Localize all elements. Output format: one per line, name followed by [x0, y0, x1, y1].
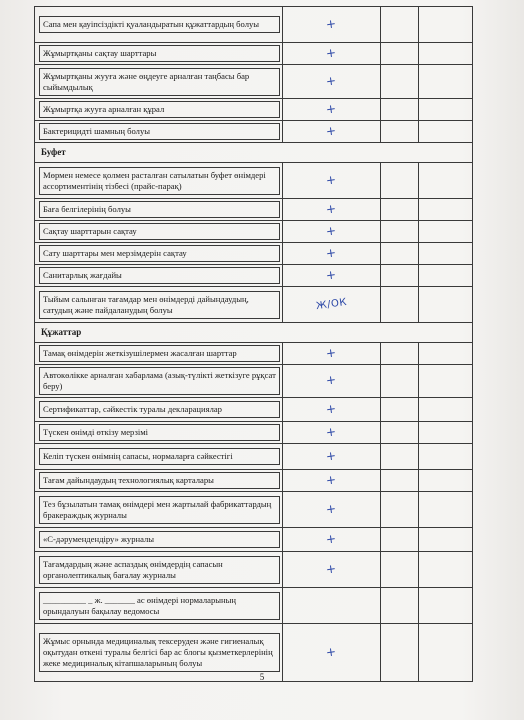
empty-cell — [419, 163, 473, 199]
item-label-cell — [35, 287, 283, 323]
mark-cell — [283, 588, 381, 624]
empty-cell — [419, 43, 473, 65]
empty-cell — [381, 265, 419, 287]
item-label-cell — [35, 265, 283, 287]
section-title: Құжаттар — [35, 323, 473, 343]
empty-cell — [419, 287, 473, 323]
mark-cell — [283, 343, 381, 365]
empty-cell — [381, 552, 419, 588]
empty-cell — [381, 243, 419, 265]
item-label-cell — [35, 552, 283, 588]
empty-cell — [381, 199, 419, 221]
handwritten-mark: + — [325, 266, 338, 283]
item-label-cell — [35, 65, 283, 99]
item-label: Бактерицидті шамның болуы — [39, 123, 280, 140]
item-label: Автокөлікке арналған хабарлама (азық-түлікті жеткізуге рұқсат беру) — [39, 367, 280, 395]
empty-cell — [381, 65, 419, 99]
mark-cell — [283, 7, 381, 43]
item-label: Тағамдардың және аспаздық өнімдердің сапасын органолептикалық бағалау журналы — [39, 556, 280, 584]
handwritten-mark: + — [325, 447, 338, 464]
empty-cell — [419, 552, 473, 588]
checklist-row — [35, 398, 473, 422]
empty-cell — [419, 221, 473, 243]
mark-cell — [283, 43, 381, 65]
empty-cell — [381, 398, 419, 422]
checklist-row — [35, 287, 473, 323]
item-label-cell — [35, 199, 283, 221]
item-label-cell — [35, 470, 283, 492]
checklist-row — [35, 470, 473, 492]
item-label-cell — [35, 163, 283, 199]
handwritten-mark: + — [325, 471, 338, 488]
checklist-row — [35, 243, 473, 265]
handwritten-mark: + — [325, 500, 338, 517]
handwritten-mark: + — [325, 222, 338, 239]
handwritten-mark: + — [325, 44, 338, 61]
item-label: Баға белгілерінің болуы — [39, 201, 280, 218]
empty-cell — [419, 65, 473, 99]
handwritten-mark: + — [325, 171, 338, 188]
item-label-cell — [35, 365, 283, 398]
checklist-row — [35, 99, 473, 121]
item-label-cell — [35, 398, 283, 422]
item-label: Тамақ өнімдерін жеткізушілермен жасалған шарттар — [39, 345, 280, 362]
empty-cell — [381, 343, 419, 365]
empty-cell — [381, 422, 419, 444]
item-label: Сапа мен қауіпсіздікті қуаландыратын құжаттардың болуы — [39, 16, 280, 33]
item-label-cell — [35, 492, 283, 528]
mark-cell — [283, 398, 381, 422]
handwritten-mark: + — [325, 100, 338, 117]
mark-cell — [283, 528, 381, 552]
checklist-row — [35, 492, 473, 528]
handwritten-mark: + — [325, 372, 338, 388]
mark-cell — [283, 444, 381, 470]
mark-cell — [283, 287, 381, 323]
empty-cell — [419, 7, 473, 43]
checklist-row — [35, 528, 473, 552]
item-label-cell — [35, 444, 283, 470]
item-label-cell — [35, 422, 283, 444]
checklist-row — [35, 7, 473, 43]
empty-cell — [381, 221, 419, 243]
item-label-cell — [35, 243, 283, 265]
item-label: Мөрмен немесе қолмен расталған сатылатын буфет өнімдері ассортиментінің тізбесі (прайс-парақ) — [39, 167, 280, 195]
item-label: Сертификаттар, сәйкестік туралы декларациялар — [39, 401, 280, 418]
section-header-row — [35, 323, 473, 343]
item-label: Жұмыртқаны жууға және өңдеуге арналған таңбасы бар сыйымдылық — [39, 68, 280, 96]
empty-cell — [381, 470, 419, 492]
item-label-cell — [35, 528, 283, 552]
mark-cell — [283, 121, 381, 143]
handwritten-mark: + — [325, 15, 338, 32]
item-label-cell — [35, 99, 283, 121]
checklist-row — [35, 121, 473, 143]
item-label: Жұмыс орнында медициналық тексеруден және гигиеналық оқытудан өткені туралы белгісі бар ас блогы қызметкерлерінің жеке медициналық кітапшаларының болуы — [39, 633, 280, 672]
empty-cell — [419, 265, 473, 287]
empty-cell — [381, 365, 419, 398]
checklist-row — [35, 265, 473, 287]
item-label: Жұмыртқаны сақтау шарттары — [39, 45, 280, 62]
checklist-row — [35, 65, 473, 99]
empty-cell — [419, 243, 473, 265]
item-label: __________ _ ж. _______ ас өнімдері нормаларының орындалуын бақылау ведомосы — [39, 592, 280, 620]
checklist-row — [35, 221, 473, 243]
item-label: Тағам дайындаудың технологиялық карталары — [39, 472, 280, 489]
empty-cell — [419, 99, 473, 121]
handwritten-mark: + — [325, 244, 338, 261]
empty-cell — [381, 7, 419, 43]
item-label: Тез бұзылатын тамақ өнімдері мен жартылай фабрикаттардың бракераждық журналы — [39, 496, 280, 524]
empty-cell — [419, 528, 473, 552]
handwritten-mark: + — [325, 643, 338, 660]
empty-cell — [419, 492, 473, 528]
handwritten-mark: + — [325, 423, 338, 440]
checklist-table — [34, 6, 473, 682]
handwritten-mark: + — [325, 344, 338, 361]
item-label: Санитарлық жағдайы — [39, 267, 280, 284]
empty-cell — [381, 99, 419, 121]
mark-cell — [283, 470, 381, 492]
handwritten-mark: Ж/ОК — [315, 296, 348, 313]
mark-cell — [283, 221, 381, 243]
checklist-row — [35, 588, 473, 624]
item-label-cell — [35, 7, 283, 43]
checklist-row — [35, 163, 473, 199]
handwritten-mark: + — [325, 560, 338, 577]
empty-cell — [381, 492, 419, 528]
checklist-row — [35, 43, 473, 65]
item-label: Түскен өнімді өткізу мерзімі — [39, 424, 280, 441]
item-label-cell — [35, 221, 283, 243]
empty-cell — [419, 422, 473, 444]
mark-cell — [283, 265, 381, 287]
empty-cell — [381, 444, 419, 470]
handwritten-mark: + — [325, 122, 338, 139]
handwritten-mark: + — [325, 72, 338, 89]
checklist-body — [35, 7, 473, 682]
item-label-cell — [35, 121, 283, 143]
checklist-row — [35, 343, 473, 365]
section-header-row — [35, 143, 473, 163]
checklist-row — [35, 199, 473, 221]
empty-cell — [381, 43, 419, 65]
empty-cell — [419, 343, 473, 365]
empty-cell — [419, 365, 473, 398]
mark-cell — [283, 99, 381, 121]
mark-cell — [283, 492, 381, 528]
checklist-row — [35, 444, 473, 470]
empty-cell — [381, 163, 419, 199]
item-label: Жұмыртқа жууға арналған құрал — [39, 101, 280, 118]
handwritten-mark: + — [325, 400, 338, 417]
checklist-row — [35, 422, 473, 444]
handwritten-mark: + — [325, 200, 338, 217]
mark-cell — [283, 163, 381, 199]
empty-cell — [419, 470, 473, 492]
item-label: Сату шарттары мен мерзімдерін сақтау — [39, 245, 280, 262]
empty-cell — [381, 588, 419, 624]
checklist-row — [35, 365, 473, 398]
mark-cell — [283, 552, 381, 588]
page-number: 5 — [259, 672, 265, 682]
item-label: Келіп түскен өнімнің сапасы, нормаларға сәйкестігі — [39, 448, 280, 465]
empty-cell — [419, 121, 473, 143]
empty-cell — [419, 398, 473, 422]
mark-cell — [283, 199, 381, 221]
item-label-cell — [35, 588, 283, 624]
checklist-row — [35, 552, 473, 588]
empty-cell — [381, 121, 419, 143]
empty-cell — [419, 199, 473, 221]
item-label: Тыйым салынған тағамдар мен өнімдерді дайындаудың, сатудың және пайдаланудың болуы — [39, 291, 280, 319]
section-title: Буфет — [35, 143, 473, 163]
mark-cell — [283, 243, 381, 265]
mark-cell — [283, 365, 381, 398]
empty-cell — [381, 528, 419, 552]
item-label-cell — [35, 343, 283, 365]
empty-cell — [419, 588, 473, 624]
item-label: «С-дәрумендендіру» журналы — [39, 531, 280, 548]
empty-cell — [381, 287, 419, 323]
mark-cell — [283, 422, 381, 444]
handwritten-mark: + — [325, 530, 338, 547]
item-label: Сақтау шарттарын сақтау — [39, 223, 280, 240]
empty-cell — [419, 444, 473, 470]
mark-cell — [283, 65, 381, 99]
item-label-cell — [35, 43, 283, 65]
